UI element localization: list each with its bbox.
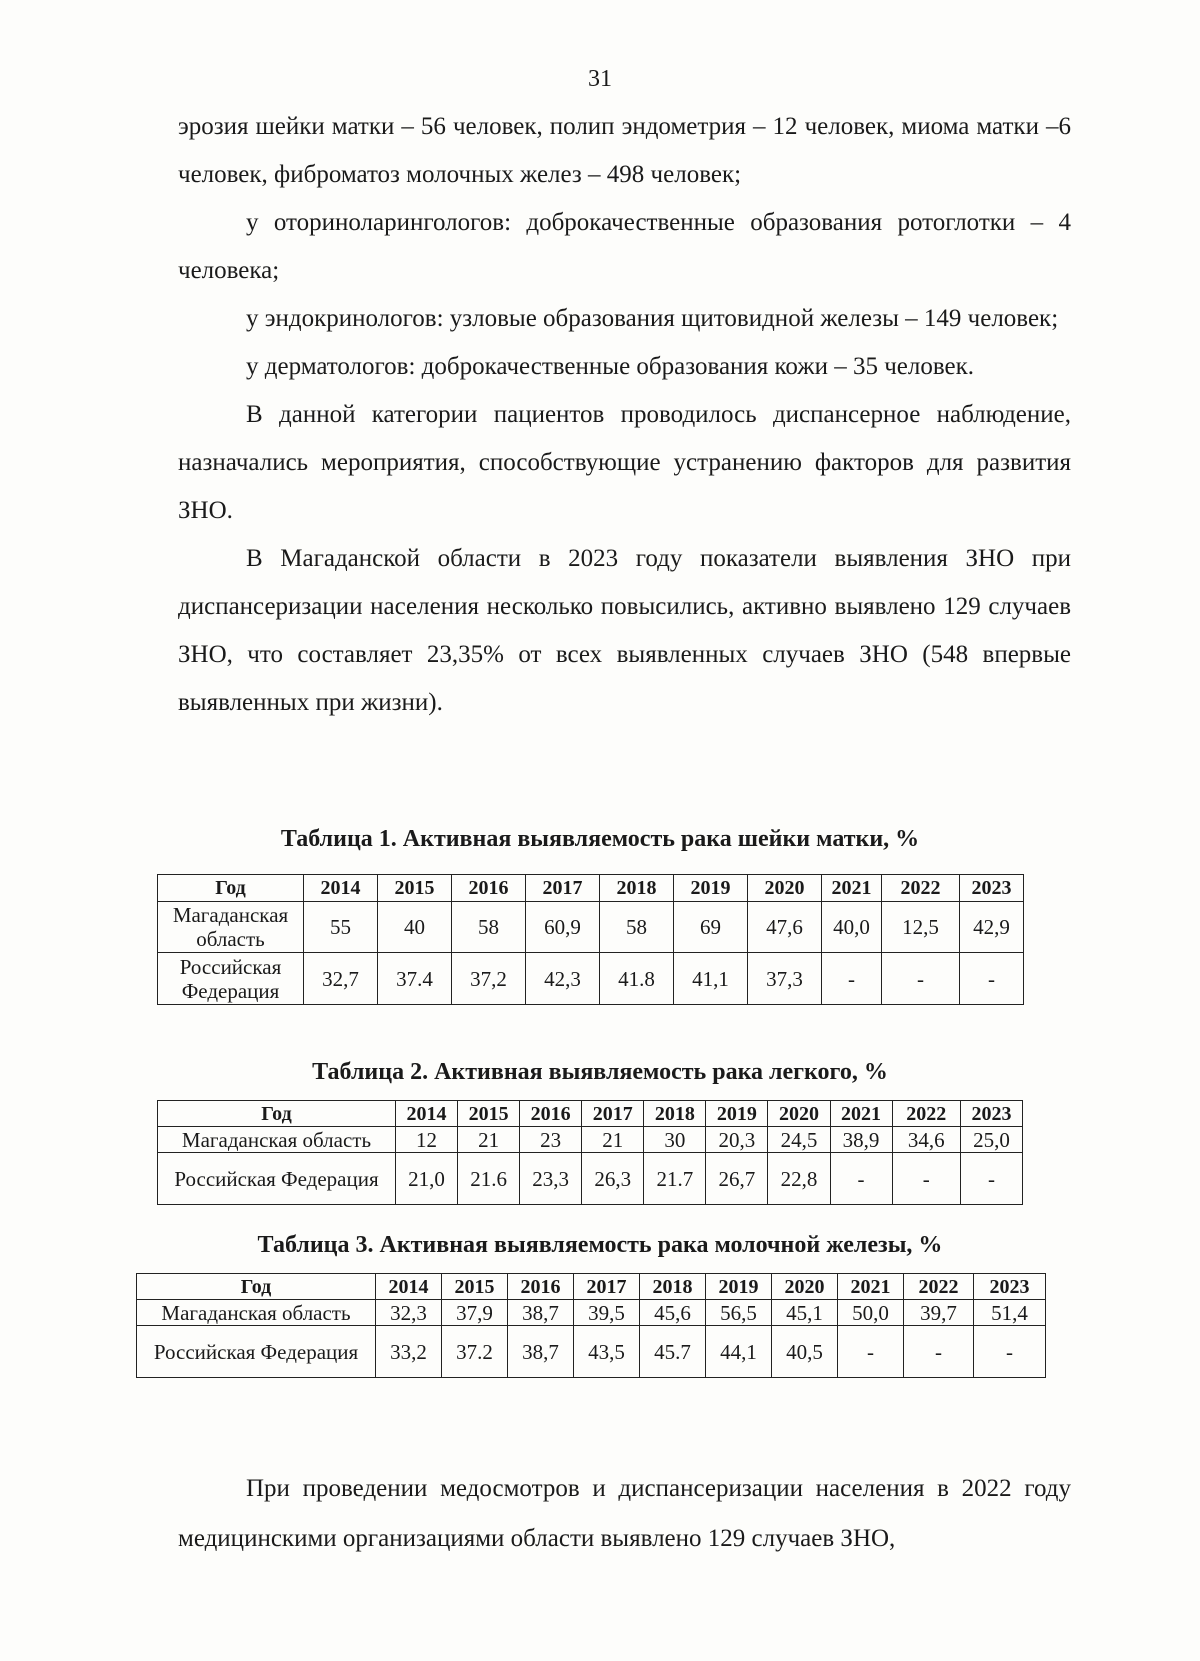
table-2-title: Таблица 2. Активная выявляемость рака легкого, % [312,1059,888,1085]
table-2-header-cell: 2020 [768,1101,830,1127]
table-1-header-cell: 2015 [378,875,452,902]
table-3-header-cell: Год [137,1274,376,1300]
table-cell: - [960,1153,1022,1205]
paragraph-4: у дерматологов: доброкачественные образования кожи – 35 человек. [246,353,975,380]
closing-text [178,1464,1071,1564]
table-cell: 44,1 [706,1326,772,1378]
table-cell: 37,3 [748,953,822,1005]
table-2-header-cell: Год [158,1101,396,1127]
table-2-header-cell: 2022 [892,1101,960,1127]
table-cell: 38,7 [508,1300,574,1326]
table-1-header-cell: 2018 [600,875,674,902]
table-cell: 40,5 [772,1326,838,1378]
table-2-header-cell: 2014 [395,1101,457,1127]
paragraph-1: эрозия шейки матки – 56 человек, полип эндометрия – 12 человек, миома матки –6 человек, фиброматоз молочных желез – 498 человек; [178,113,1071,188]
row-label: Магаданская область [158,902,304,953]
table-1-header-cell: 2016 [452,875,526,902]
table-3-header-cell: 2021 [838,1274,904,1300]
table-row [158,1153,1023,1205]
table-cell: 41.8 [600,953,674,1005]
row-label: Российская Федерация [158,1153,396,1205]
table-cell: 37.2 [442,1326,508,1378]
closing-paragraph: При проведении медосмотров и диспансеризации населения в 2022 году медицинскими организациями области выявлено 129 случаев ЗНО, [178,1475,1071,1552]
table-3-header-cell: 2014 [376,1274,442,1300]
table-3-header-cell: 2015 [442,1274,508,1300]
table-1-header-cell: 2017 [526,875,600,902]
table-cell: 51,4 [974,1300,1046,1326]
table-2-header-cell: 2021 [830,1101,892,1127]
table-cell: 20,3 [706,1127,768,1153]
table-cell: 23 [520,1127,582,1153]
table-row [137,1300,1046,1326]
table-cell: 30 [644,1127,706,1153]
table-3-header-cell: 2020 [772,1274,838,1300]
table-cell: 37,9 [442,1300,508,1326]
table-cell: 26,3 [582,1153,644,1205]
table-cell: - [892,1153,960,1205]
table-cell: 21 [582,1127,644,1153]
table-3-header-cell: 2022 [904,1274,974,1300]
table-3-header-cell: 2019 [706,1274,772,1300]
table-cell: - [822,953,882,1005]
row-label: Магаданская область [137,1300,376,1326]
table-2-header-row [158,1101,1023,1127]
table-cell: 60,9 [526,902,600,953]
table-1-header-cell: Год [158,875,304,902]
table-2-header-cell: 2017 [582,1101,644,1127]
table-2-header-cell: 2018 [644,1101,706,1127]
table-cell: 32,7 [304,953,378,1005]
table-cell: 21.6 [458,1153,520,1205]
table-cell: 37.4 [378,953,452,1005]
table-cell: 23,3 [520,1153,582,1205]
table-row [158,953,1024,1005]
table-cell: 39,7 [904,1300,974,1326]
table-cell: - [882,953,960,1005]
table-cell: 45,1 [772,1300,838,1326]
paragraph-5: В данной категории пациентов проводилось диспансерное наблюдение, назначались мероприятия, способствующие устранению факторов для развития ЗНО. [178,401,1071,524]
table-1-header-cell: 2022 [882,875,960,902]
table-3 [136,1273,1046,1378]
table-1 [157,874,1024,1005]
body-text [178,103,1071,727]
table-cell: 34,6 [892,1127,960,1153]
table-row [158,1127,1023,1153]
table-3-header-cell: 2017 [574,1274,640,1300]
table-cell: 55 [304,902,378,953]
table-cell: 42,3 [526,953,600,1005]
table-cell: 25,0 [960,1127,1022,1153]
table-2-header-cell: 2019 [706,1101,768,1127]
table-cell: 21 [458,1127,520,1153]
table-cell: 58 [600,902,674,953]
table-cell: - [830,1153,892,1205]
table-cell: 22,8 [768,1153,830,1205]
table-cell: 45.7 [640,1326,706,1378]
row-label: Российская Федерация [158,953,304,1005]
table-1-header-row [158,875,1024,902]
table-2-header-cell: 2023 [960,1101,1022,1127]
table-3-header-cell: 2018 [640,1274,706,1300]
table-3-header-row [137,1274,1046,1300]
row-label: Магаданская область [158,1127,396,1153]
table-cell: 40 [378,902,452,953]
page-number: 31 [588,66,612,92]
table-row [158,902,1024,953]
table-1-title: Таблица 1. Активная выявляемость рака шейки матки, % [280,826,920,852]
table-cell: 50,0 [838,1300,904,1326]
table-3-header-cell: 2023 [974,1274,1046,1300]
paragraph-6: В Магаданской области в 2023 году показатели выявления ЗНО при диспансеризации населения несколько повысились, активно выявлено 129 случаев ЗНО, что составляет 23,35% от всех выявленных случаев ЗНО (548 впервые выявленных при жизни). [178,545,1071,716]
table-cell: 43,5 [574,1326,640,1378]
table-cell: 42,9 [960,902,1024,953]
table-cell: - [904,1326,974,1378]
table-2 [157,1100,1023,1205]
table-cell: 47,6 [748,902,822,953]
table-row [137,1326,1046,1378]
table-cell: 24,5 [768,1127,830,1153]
table-cell: 41,1 [674,953,748,1005]
table-cell: 56,5 [706,1300,772,1326]
table-1-header-cell: 2020 [748,875,822,902]
table-cell: 69 [674,902,748,953]
table-cell: - [974,1326,1046,1378]
table-cell: 26,7 [706,1153,768,1205]
table-cell: 21,0 [395,1153,457,1205]
table-1-header-cell: 2014 [304,875,378,902]
table-cell: 12,5 [882,902,960,953]
table-cell: 58 [452,902,526,953]
table-cell: 40,0 [822,902,882,953]
table-1-header-cell: 2021 [822,875,882,902]
table-3-title: Таблица 3. Активная выявляемость рака молочной железы, % [257,1232,943,1258]
table-cell: - [838,1326,904,1378]
row-label: Российская Федерация [137,1326,376,1378]
table-cell: 45,6 [640,1300,706,1326]
table-cell: 12 [395,1127,457,1153]
table-cell: 21.7 [644,1153,706,1205]
table-cell: 38,9 [830,1127,892,1153]
table-3-header-cell: 2016 [508,1274,574,1300]
paragraph-3: у эндокринологов: узловые образования щитовидной железы – 149 человек; [246,305,1059,332]
table-cell: 33,2 [376,1326,442,1378]
table-cell: 38,7 [508,1326,574,1378]
table-2-header-cell: 2015 [458,1101,520,1127]
table-cell: - [960,953,1024,1005]
paragraph-2: у оториноларингологов: доброкачественные образования ротоглотки – 4 человека; [178,209,1071,284]
table-1-header-cell: 2019 [674,875,748,902]
table-cell: 39,5 [574,1300,640,1326]
table-cell: 37,2 [452,953,526,1005]
table-2-header-cell: 2016 [520,1101,582,1127]
table-1-header-cell: 2023 [960,875,1024,902]
table-cell: 32,3 [376,1300,442,1326]
